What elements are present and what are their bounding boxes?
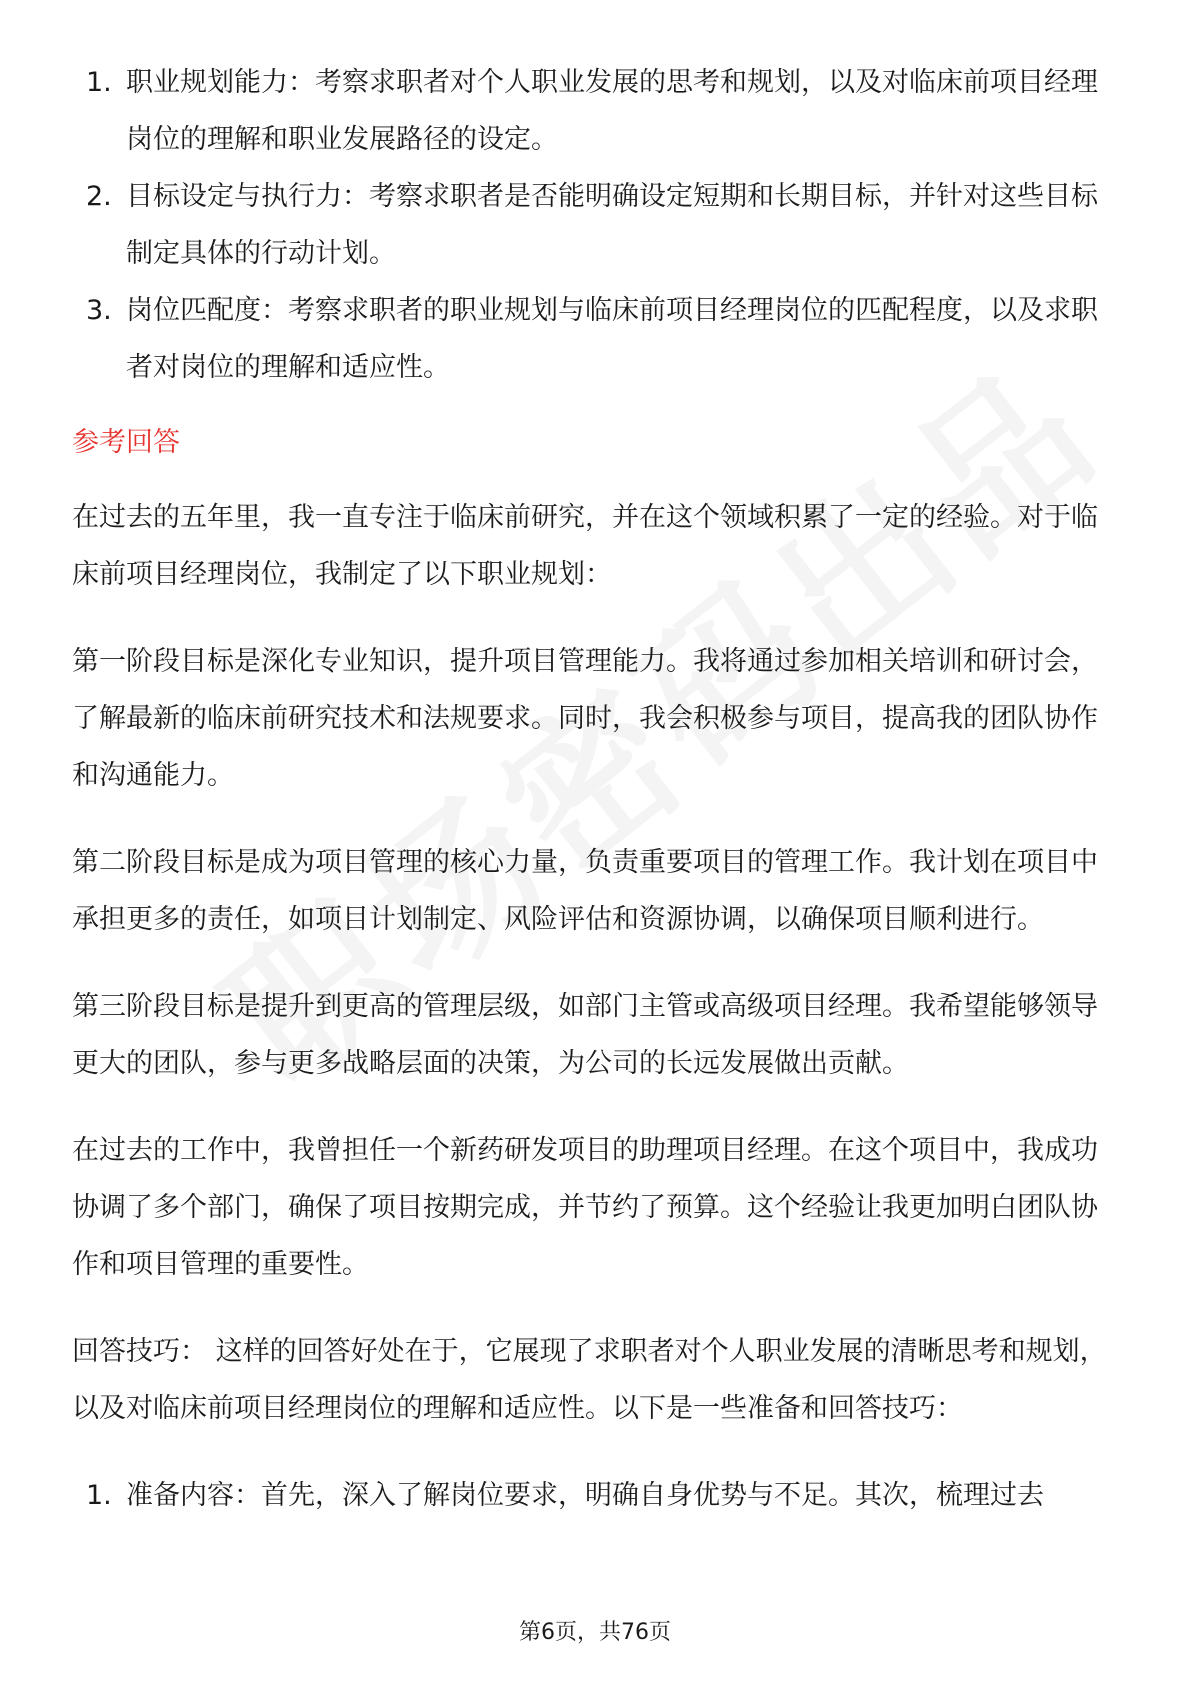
list-item-text: 目标设定与执行力：考察求职者是否能明确设定短期和长期目标，并针对这些目标制定具体的行动计划。	[126, 181, 1098, 269]
list-number: 2.	[86, 181, 112, 212]
page-footer: 第6页，共76页	[519, 1620, 671, 1645]
list-item	[72, 168, 1122, 282]
list-item-text: 岗位匹配度：考察求职者的职业规划与临床前项目经理岗位的匹配程度，以及求职者对岗位的理解和适应性。	[126, 295, 1098, 383]
paragraph: 第一阶段目标是深化专业知识，提升项目管理能力。我将通过参加相关培训和研讨会，了解最新的临床前研究技术和法规要求。同时，我会积极参与项目，提高我的团队协作和沟通能力。	[72, 646, 1098, 791]
list-number: 3.	[86, 295, 112, 326]
list-item-text: 准备内容：首先，深入了解岗位要求，明确自身优势与不足。其次，梳理过去	[126, 1480, 1044, 1511]
evaluation-points-list	[72, 54, 1122, 396]
paragraph: 在过去的五年里，我一直专注于临床前研究，并在这个领域积累了一定的经验。对于临床前项目经理岗位，我制定了以下职业规划：	[72, 502, 1098, 590]
paragraph: 在过去的工作中，我曾担任一个新药研发项目的助理项目经理。在这个项目中，我成功协调了多个部门，确保了项目按期完成，并节约了预算。这个经验让我更加明白团队协作和项目管理的重要性。	[72, 1135, 1098, 1280]
list-item-text: 职业规划能力：考察求职者对个人职业发展的思考和规划，以及对临床前项目经理岗位的理解和职业发展路径的设定。	[126, 67, 1098, 155]
list-item	[72, 1467, 1122, 1524]
list-number: 1.	[86, 67, 112, 98]
list-number: 1.	[86, 1480, 112, 1511]
tips-list	[72, 1467, 1122, 1524]
paragraph: 第二阶段目标是成为项目管理的核心力量，负责重要项目的管理工作。我计划在项目中承担更多的责任，如项目计划制定、风险评估和资源协调，以确保项目顺利进行。	[72, 847, 1098, 935]
paragraph: 回答技巧： 这样的回答好处在于，它展现了求职者对个人职业发展的清晰思考和规划，以及对临床前项目经理岗位的理解和适应性。以下是一些准备和回答技巧：	[72, 1336, 1107, 1424]
list-item	[72, 282, 1122, 396]
list-item	[72, 54, 1122, 168]
section-heading: 参考回答	[72, 427, 180, 458]
paragraph: 第三阶段目标是提升到更高的管理层级，如部门主管或高级项目经理。我希望能够领导更大的团队，参与更多战略层面的决策，为公司的长远发展做出贡献。	[72, 991, 1098, 1079]
page-content	[72, 54, 1122, 1524]
